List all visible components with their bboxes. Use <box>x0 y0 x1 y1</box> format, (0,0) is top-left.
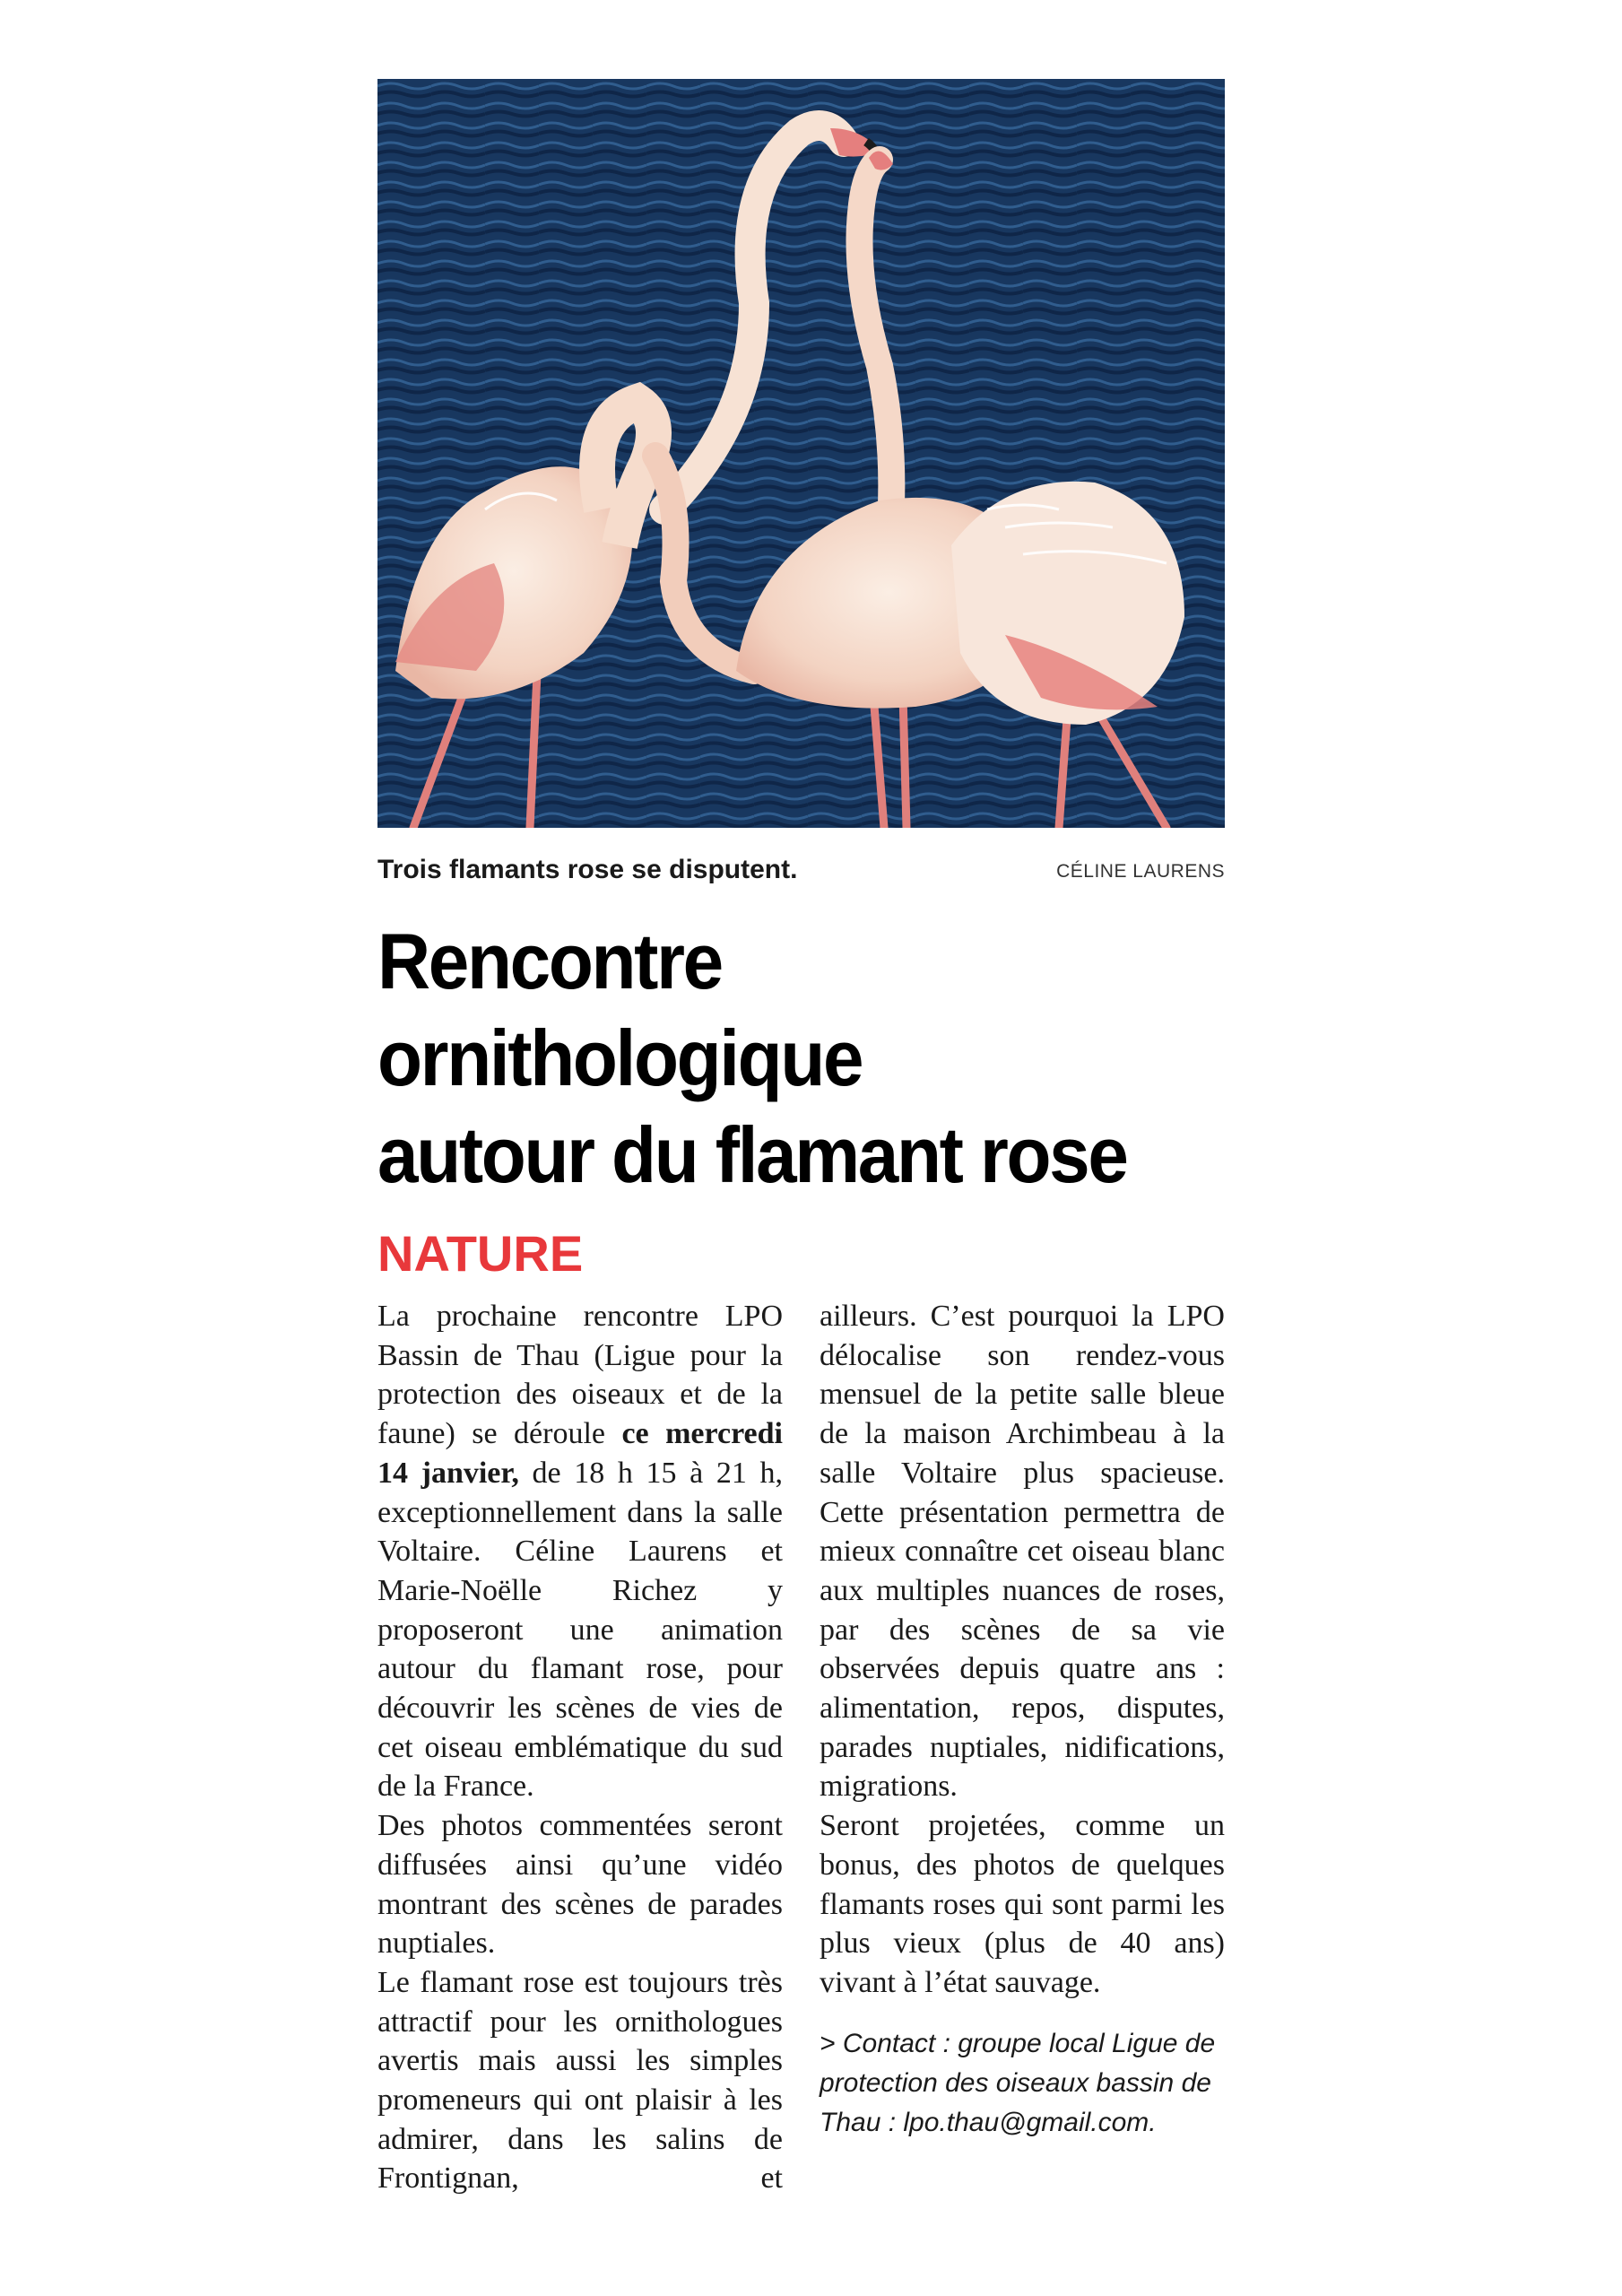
headline <box>377 913 1178 1204</box>
article-column-left <box>377 1297 783 2198</box>
paragraph-2: Des photos commentées seront diffusées ainsi qu’une vidéo montrant des scènes de parades nuptiales. <box>377 1809 783 1961</box>
paragraph-3: Le flamant rose est toujours très attractif pour les ornithologues avertis mais aussi les simples promeneurs qui ont plaisir à les admirer, dans les salins de Frontignan, et <box>377 1965 783 2196</box>
contact-line: > Contact : groupe local Ligue de protection des oiseaux bassin de Thau : lpo.thau@gmail.com. <box>820 2028 1216 2137</box>
paragraph-1-start: La prochaine rencontre LPO Bassin de Thau (Ligue pour la protection des oiseaux et de la faune) se déroule <box>377 1300 783 1451</box>
paragraph-1-end: de 18 h 15 à 21 h, exceptionnellement dans la salle Voltaire. Céline Laurens et Marie-Noëlle Richez y proposeront une animation autour du flamant rose, pour découvrir les scènes de vies de cet oiseau emblématique du sud de la France. <box>377 1456 783 1804</box>
flamingos-photo-icon <box>377 79 1225 828</box>
paragraph-4: Seront projetées, comme un bonus, des photos de quelques flamants roses qui sont parmi les plus vieux (plus de 40 ans) vivant à l’état sauvage. <box>820 1809 1225 1999</box>
paragraph-1 <box>377 1297 783 1806</box>
article-column-right <box>820 1297 1225 2143</box>
headline-line-1: Rencontre <box>377 917 722 1005</box>
section-rubric: NATURE <box>377 1225 584 1282</box>
photo-caption: Trois flamants rose se disputent. <box>377 855 798 884</box>
paragraph-3-continued: ailleurs. C’est pourquoi la LPO délocalise son rendez-vous mensuel de la petite salle bleue de la maison Archimbeau à la salle Voltaire plus spacieuse. Cette présentation permettra de mieux connaître cet oiseau blanc aux multiples nuances de roses, par des scènes de sa vie observées depuis quatre ans : alimentation, repos, disputes, parades nuptiales, nidifications, migrations. <box>820 1300 1225 1804</box>
event-date: ce mercredi 14 janvier, <box>377 1417 783 1490</box>
photo-credit: CÉLINE LAURENS <box>1056 861 1225 882</box>
headline-line-2: ornithologique <box>377 1013 863 1102</box>
article-photo <box>377 79 1225 828</box>
headline-line-3: autour du flamant rose <box>377 1110 1127 1199</box>
